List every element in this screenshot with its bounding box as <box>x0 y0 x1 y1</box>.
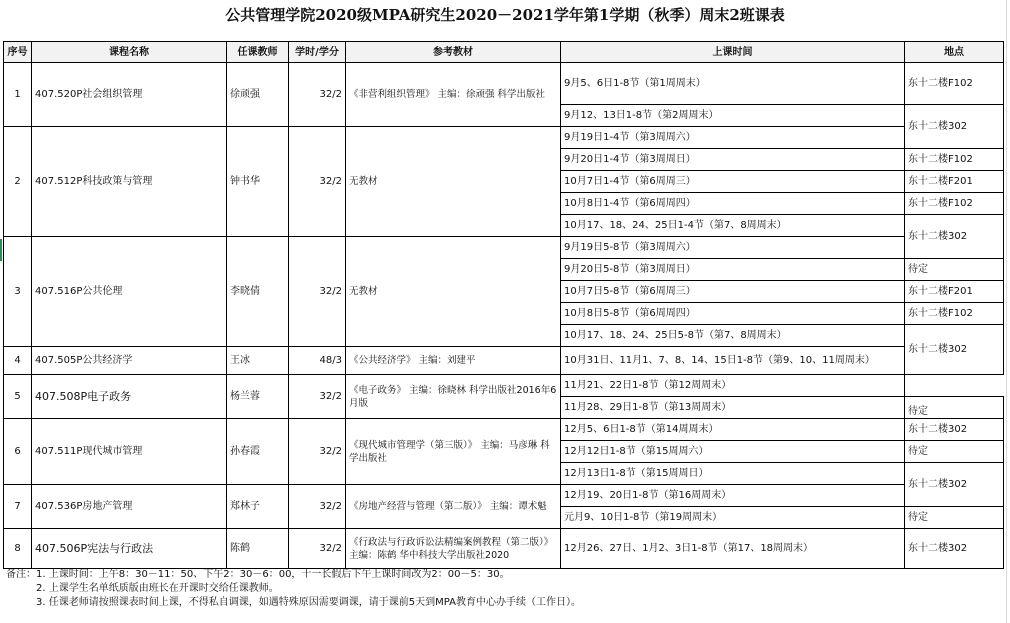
remark-line: 3. 任课老师请按照课表时间上课，不得私自调课，如遇特殊原因需要调课，请于课前5天到MPA教育中心办手续（工作日）。 <box>36 597 581 608</box>
course-teacher: 杨兰蓉 <box>227 375 289 419</box>
course-teacher: 孙春霞 <box>227 419 289 485</box>
course-hours: 32/2 <box>289 127 346 237</box>
class-place: 东十二楼302 <box>905 105 1004 149</box>
header-hours: 学时/学分 <box>289 42 346 63</box>
class-time: 元月9、10日1-8节（第19周周末） <box>561 507 905 529</box>
course-book: 《现代城市管理学（第三版）》 主编：马彦琳 科学出版社 <box>346 419 561 485</box>
course-teacher: 郑林子 <box>227 485 289 529</box>
remarks <box>6 568 1006 610</box>
course-teacher: 徐顽强 <box>227 63 289 127</box>
class-time: 12月12日1-8节（第15周周六） <box>561 441 905 463</box>
table-row <box>4 347 1004 375</box>
course-index: 6 <box>4 419 32 485</box>
class-place: 东十二楼302 <box>905 419 1004 441</box>
course-name: 407.516P公共伦理 <box>32 237 227 347</box>
class-place: 东十二楼F102 <box>905 149 1004 171</box>
course-index: 5 <box>4 375 32 419</box>
course-hours: 48/3 <box>289 347 346 375</box>
class-time: 9月19日1-4节（第3周周六） <box>561 127 905 149</box>
header-index: 序号 <box>4 42 32 63</box>
class-time: 9月12、13日1-8节（第2周周末） <box>561 105 905 127</box>
class-time: 10月17、18、24、25日5-8节（第7、8周周末） <box>561 325 905 347</box>
course-hours: 32/2 <box>289 63 346 127</box>
class-time: 10月31日、11月1、7、8、14、15日1-8节（第9、10、11周周末） <box>561 347 905 375</box>
page-title: 公共管理学院2020级MPA研究生2020－2021学年第1学期（秋季）周末2班课表 <box>225 6 785 24</box>
table-row <box>4 485 1004 507</box>
class-place: 东十二楼F102 <box>905 303 1004 325</box>
course-book: 《非营利组织管理》 主编：徐顽强 科学出版社 <box>346 63 561 127</box>
grid-line <box>1006 0 1007 623</box>
remark-line: 2. 上课学生名单纸质版由班长在开课时交给任课教师。 <box>36 583 279 594</box>
remark-line: 备注：1. 上课时间：上午8：30－11：50、下午2：30－6：00，十一长假后下午上课时间改为2：00－5：30。 <box>6 569 510 580</box>
course-name: 407.512P科技政策与管理 <box>32 127 227 237</box>
course-book: 《公共经济学》 主编：刘建平 <box>346 347 561 375</box>
course-book: 《电子政务》 主编：徐晓林 科学出版社2016年6月版 <box>346 375 561 419</box>
header-place: 地点 <box>905 42 1004 63</box>
class-time: 12月13日1-8节（第15周周日） <box>561 463 905 485</box>
class-place: 待定 <box>905 259 1004 281</box>
class-time: 9月5、6日1-8节（第1周周末） <box>561 63 905 105</box>
course-index: 4 <box>4 347 32 375</box>
course-book: 无教材 <box>346 237 561 347</box>
class-time: 10月8日5-8节（第6周周四） <box>561 303 905 325</box>
row-selection-indicator <box>0 239 2 261</box>
course-book: 《房地产经营与管理（第二版）》 主编：谭术魁 <box>346 485 561 529</box>
course-hours: 32/2 <box>289 485 346 529</box>
course-hours: 32/2 <box>289 375 346 419</box>
class-time: 9月20日1-4节（第3周周日） <box>561 149 905 171</box>
course-hours: 32/2 <box>289 237 346 347</box>
class-time: 12月5、6日1-8节（第14周周末） <box>561 419 905 441</box>
table-row <box>4 63 1004 105</box>
table-row <box>4 375 1004 397</box>
course-teacher: 王冰 <box>227 347 289 375</box>
course-index: 1 <box>4 63 32 127</box>
course-name: 407.506P宪法与行政法 <box>32 529 227 569</box>
class-place: 东十二楼F102 <box>905 63 1004 105</box>
class-place: 待定 <box>905 441 1004 463</box>
class-place: 待定 <box>905 397 1004 419</box>
table-row <box>4 237 1004 259</box>
course-hours: 32/2 <box>289 529 346 569</box>
schedule-table <box>3 41 1004 569</box>
course-name: 407.508P电子政务 <box>32 375 227 419</box>
course-index: 7 <box>4 485 32 529</box>
class-time: 10月7日1-4节（第6周周三） <box>561 171 905 193</box>
course-teacher: 李晓倩 <box>227 237 289 347</box>
class-time: 12月19、20日1-8节（第16周周末） <box>561 485 905 507</box>
header-teacher: 任课教师 <box>227 42 289 63</box>
header-time: 上课时间 <box>561 42 905 63</box>
class-time: 11月28、29日1-8节（第13周周末） <box>561 397 905 419</box>
course-index: 2 <box>4 127 32 237</box>
class-time: 10月17、18、24、25日1-4节（第7、8周周末） <box>561 215 905 237</box>
table-row <box>4 419 1004 441</box>
class-time: 10月8日1-4节（第6周周四） <box>561 193 905 215</box>
course-index: 8 <box>4 529 32 569</box>
class-place: 东十二楼302 <box>905 463 1004 507</box>
class-place: 东十二楼F201 <box>905 171 1004 193</box>
course-teacher: 钟书华 <box>227 127 289 237</box>
class-place: 东十二楼302 <box>905 529 1004 569</box>
course-book: 无教材 <box>346 127 561 237</box>
table-row <box>4 127 1004 149</box>
course-hours: 32/2 <box>289 419 346 485</box>
course-name: 407.520P社会组织管理 <box>32 63 227 127</box>
class-place: 东十二楼F201 <box>905 281 1004 303</box>
table-header-row <box>4 42 1004 63</box>
header-course: 课程名称 <box>32 42 227 63</box>
course-name: 407.511P现代城市管理 <box>32 419 227 485</box>
class-place: 待定 <box>905 507 1004 529</box>
table-row <box>4 529 1004 569</box>
class-time: 9月19日5-8节（第3周周六） <box>561 237 905 259</box>
course-teacher: 陈鹤 <box>227 529 289 569</box>
class-place: 东十二楼302 <box>905 215 1004 259</box>
course-name: 407.505P公共经济学 <box>32 347 227 375</box>
header-book: 参考教材 <box>346 42 561 63</box>
class-time: 9月20日5-8节（第3周周日） <box>561 259 905 281</box>
course-name: 407.536P房地产管理 <box>32 485 227 529</box>
class-place: 东十二楼302 <box>905 325 1004 375</box>
class-time: 11月21、22日1-8节（第12周周末） <box>561 375 905 397</box>
class-place: 东十二楼F102 <box>905 193 1004 215</box>
course-book: 《行政法与行政诉讼法精编案例教程（第二版）》 主编：陈鹤 华中科技大学出版社2020 <box>346 529 561 569</box>
class-time: 10月7日5-8节（第6周周三） <box>561 281 905 303</box>
course-index: 3 <box>4 237 32 347</box>
class-time: 12月26、27日、1月2、3日1-8节（第17、18周周末） <box>561 529 905 569</box>
